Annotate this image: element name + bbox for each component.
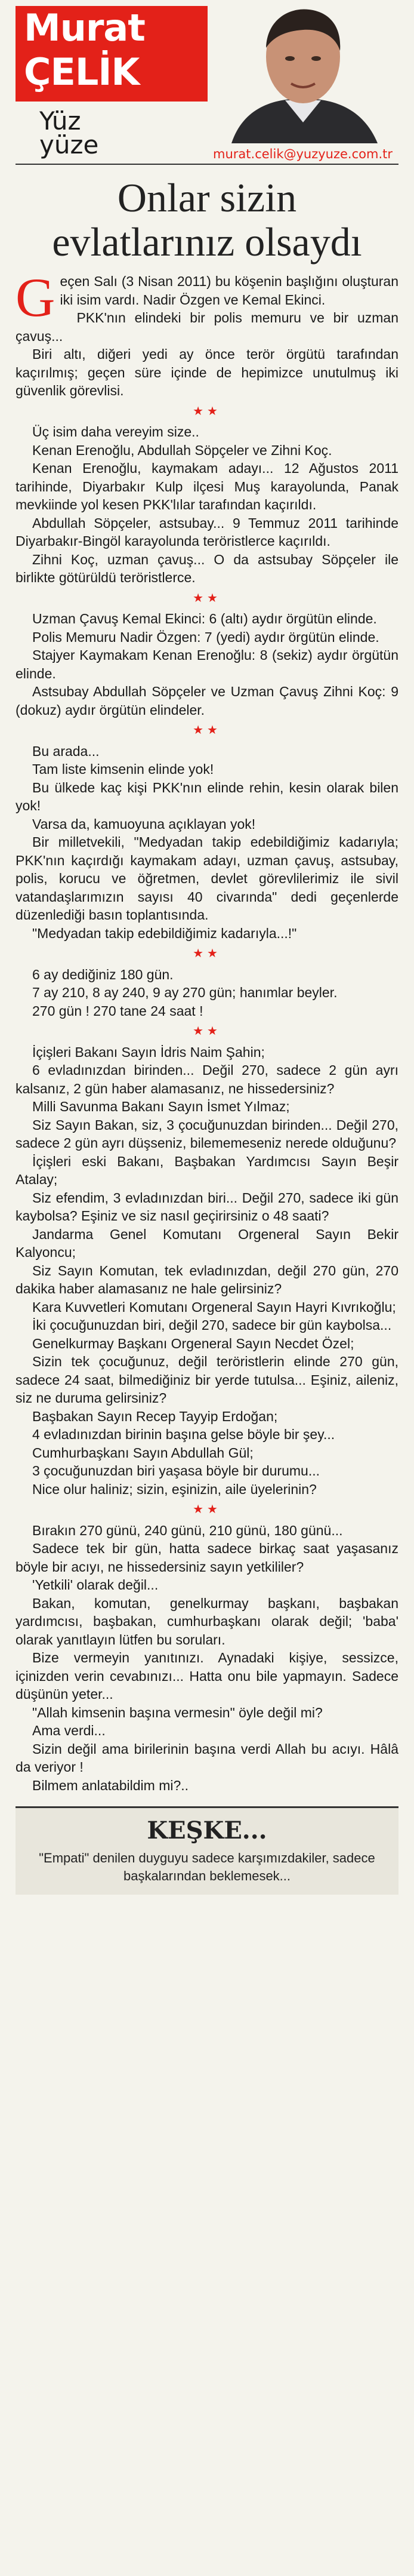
article-paragraph: Kenan Erenoğlu, Abdullah Söpçeler ve Zihni Koç. — [32, 442, 332, 458]
section-separator-stars: ★★ — [193, 404, 221, 418]
article-paragraph: PKK'nın elindeki bir polis memuru ve bir uzman çavuş... — [16, 310, 398, 344]
article-paragraph: Stajyer Kaymakam Kenan Erenoğlu: 8 (sekiz) aydır örgütün elinde. — [16, 647, 398, 681]
article-paragraph: "Allah kimsenin başına vermesin" öyle değil mi? — [32, 1704, 323, 1720]
article-paragraph: 6 ay dediğiniz 180 gün. — [32, 966, 174, 982]
name-box — [16, 6, 218, 102]
keske-title: KEŞKE... — [147, 1816, 267, 1845]
article-paragraph: Bilmem anlatabildim mi?.. — [32, 1777, 189, 1793]
article-paragraph: Başbakan Sayın Recep Tayyip Erdoğan; — [32, 1408, 278, 1424]
columnist-header — [16, 0, 398, 161]
article-paragraph: Zihni Koç, uzman çavuş... O da astsubay Söpçeler ile birlikte götürüldü teröristlerce. — [16, 551, 398, 585]
columnist-email[interactable]: murat.celik@yuzyuze.com.tr — [213, 147, 393, 161]
article-paragraph: 6 evladınızdan birinden... Değil 270, sadece 2 gün ayrı kalsanız, 2 gün haber alamasanız, ne hissedersiniz? — [16, 1062, 398, 1096]
article-paragraph: Bir milletvekili, "Medyadan takip edebildiğimiz kadarıyla; PKK'nın kaçırdığı kaymakam adayı, uzman çavuş, astsubay, polis, korucu ve öğretmen, devlet görevlilerimiz ile sivil vatandaşlarımızın sayısı 40 civarında" dedi geçenlerde düzenlediği basın toplantısında. — [16, 834, 398, 923]
article-paragraph: Kenan Erenoğlu, kaymakam adayı... 12 Ağustos 2011 tarihinde, Diyarbakır Kulp ilçesi Muş karayolunda, Panak mevkiinde yol kesen PKK'lılar tarafından kaçırıldı. — [16, 460, 398, 512]
column-tag-line2: yüze — [39, 130, 99, 159]
article-paragraph: Sadece tek bir gün, hatta sadece birkaç saat yaşasanız böyle bir acıyı, ne hissedersiniz sayın yetkililer? — [16, 1541, 398, 1575]
title-line1: Onlar sizin — [117, 175, 297, 220]
columnist-first-name: Murat — [24, 6, 145, 50]
section-separator-stars: ★★ — [193, 947, 221, 960]
article-paragraph: Bize vermeyin yanıtınızı. Aynadaki kişiye, sessizce, içinizden verin cevabınızı... Hatta onu bile yapmayın. Sadece düşünün yeter... — [16, 1650, 398, 1702]
article-paragraph: Varsa da, kamuoyuna açıklayan yok! — [32, 816, 256, 832]
article-paragraph: Sizin tek çocuğunuz, değil teröristlerin elinde 270 gün, sadece 24 saat, bilmediğiniz bir yerde tutulsa... Eşiniz, aileniz, siz ne duruma gelirsiniz? — [16, 1354, 398, 1406]
article-paragraph: Ama verdi... — [32, 1723, 106, 1738]
section-separator-stars: ★★ — [193, 1025, 221, 1038]
article-paragraph: 'Yetkili' olarak değil... — [32, 1577, 159, 1593]
article-paragraph: Nice olur haliniz; sizin, eşinizin, aile üyelerinin? — [32, 1481, 317, 1497]
article-paragraph: Abdullah Söpçeler, astsubay... 9 Temmuz 2011 tarihinde Diyarbakır-Bingöl karayolunda teröristlerce kaçırıldı. — [16, 515, 398, 549]
article-paragraph: "Medyadan takip edebildiğimiz kadarıyla...!" — [32, 925, 297, 941]
article-paragraph: Genelkurmay Başkanı Orgeneral Sayın Necdet Özel; — [32, 1335, 354, 1351]
columnist-portrait — [208, 0, 398, 143]
column-tag-line1: Yüz — [39, 106, 81, 136]
title-line2: evlatlarınız olsaydı — [52, 219, 362, 265]
article-paragraph: Biri altı, diğeri yedi ay önce terör örgütü tarafından kaçırılmış; geçen süre içinde de hepimizce unutulmuş iki güvenlik görevlisi. — [16, 346, 398, 398]
article-paragraph: eçen Salı (3 Nisan 2011) bu köşenin başlığını oluşturan iki isim vardı. Nadir Özgen ve Kemal Ekinci. — [60, 273, 398, 308]
article-paragraph: Sizin değil ama birilerinin başına verdi Allah bu acıyı. Hâlâ da veriyor ! — [16, 1741, 398, 1775]
article-paragraph: Polis Memuru Nadir Özgen: 7 (yedi) aydır örgütün elinde. — [32, 629, 379, 645]
article-paragraph: 3 çocuğunuzdan biri yaşasa böyle bir durumu... — [32, 1463, 320, 1478]
section-separator-stars: ★★ — [193, 724, 221, 737]
article-paragraph: Astsubay Abdullah Söpçeler ve Uzman Çavuş Zihni Koç: 9 (dokuz) aydır örgütün elindeler. — [16, 684, 398, 718]
article-paragraph: Uzman Çavuş Kemal Ekinci: 6 (altı) aydır örgütün elinde. — [32, 611, 377, 626]
article-paragraph: 7 ay 210, 8 ay 240, 9 ay 270 gün; hanımlar beyler. — [32, 985, 338, 1000]
article-title — [16, 176, 398, 264]
header-divider — [16, 164, 398, 165]
article-paragraph: Cumhurbaşkanı Sayın Abdullah Gül; — [32, 1444, 254, 1461]
article-paragraph: İçişleri eski Bakanı, Başbakan Yardımcısı Sayın Beşir Atalay; — [16, 1153, 398, 1187]
article-paragraph: Üç isim daha vereyim size.. — [32, 424, 199, 439]
columnist-last-name: ÇELİK — [24, 50, 140, 94]
article-paragraph: İçişleri Bakanı Sayın İdris Naim Şahin; — [32, 1044, 265, 1060]
article-paragraph: Siz Sayın Bakan, siz, 3 çocuğunuzdan birinden... Değil 270, sadece 2 gün ayrı düşseniz, bilememeseniz nerede olduğunu? — [16, 1117, 398, 1151]
section-separator-stars: ★★ — [193, 591, 221, 605]
drop-cap: G — [16, 267, 55, 328]
article-paragraph: Tam liste kimsenin elinde yok! — [32, 761, 214, 777]
keske-text: "Empati" denilen duyguyu sadece karşımızdakiler, sadece başkalarından beklemesek... — [39, 1850, 375, 1883]
article-paragraph: Bu ülkede kaç kişi PKK'nın elinde rehin, kesin olarak bilen yok! — [16, 779, 398, 813]
article-paragraph: Bu arada... — [32, 743, 100, 759]
article-paragraph: Siz Sayın Komutan, tek evladınızdan, değil 270 gün, 270 dakika haber alamasanız ne hale gelirsiniz? — [16, 1262, 398, 1296]
article-body — [16, 267, 398, 1794]
article-paragraph: İki çocuğunuzdan biri, değil 270, sadece bir gün kaybolsa... — [32, 1317, 392, 1333]
article-paragraph: Siz efendim, 3 evladınızdan biri... Değil 270, sadece iki gün kaybolsa? Eşiniz ve siz nasıl geçirirsiniz o 48 saati? — [16, 1189, 398, 1224]
article-paragraph: Bakan, komutan, genelkurmay başkanı, başbakan yardımcısı, başbakan, cumhurbaşkanı olarak değil; 'baba' olarak yanıtlayın lütfen bu soruları. — [16, 1595, 398, 1647]
article-paragraph: 4 evladınızdan birinin başına gelse böyle bir şey... — [32, 1427, 335, 1442]
article-paragraph: Jandarma Genel Komutanı Orgeneral Sayın Bekir Kalyoncu; — [16, 1226, 398, 1260]
article-paragraph: 270 gün ! 270 tane 24 saat ! — [32, 1003, 203, 1019]
article-paragraph: Kara Kuvvetleri Komutanı Orgeneral Sayın Hayri Kıvrıkoğlu; — [32, 1299, 396, 1315]
article-paragraph: Milli Savunma Bakanı Sayın İsmet Yılmaz; — [32, 1099, 290, 1114]
article-paragraph: Bırakın 270 günü, 240 günü, 210 günü, 180 günü... — [32, 1522, 343, 1538]
keske-box — [16, 1806, 398, 1895]
section-separator-stars: ★★ — [193, 1503, 221, 1516]
